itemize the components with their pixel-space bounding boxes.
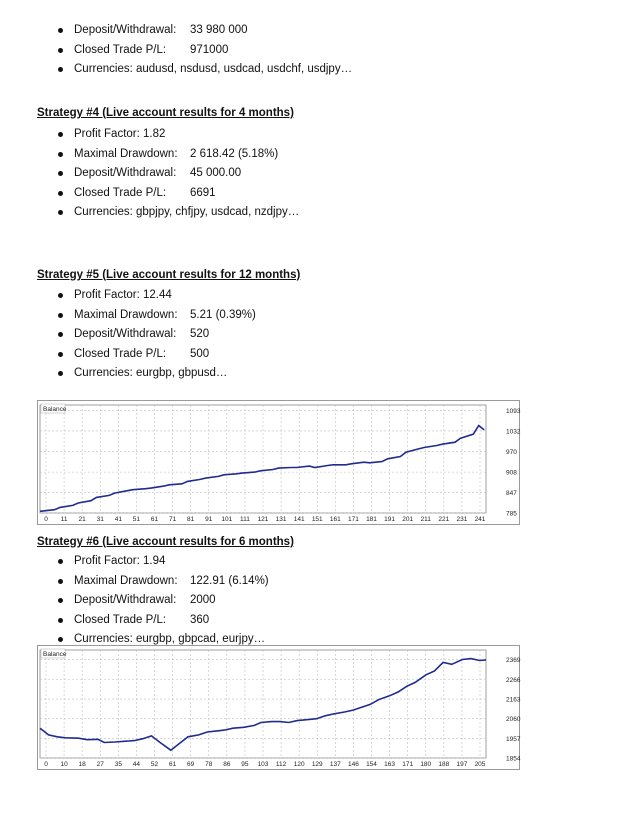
- x-tick-label: 201: [402, 516, 414, 523]
- top-bullet-list: [56, 21, 352, 80]
- item-label: Deposit/Withdrawal:: [74, 24, 177, 36]
- x-tick-label: 71: [168, 516, 177, 523]
- x-tick-label: 131: [275, 516, 287, 523]
- x-tick-label: 146: [347, 761, 359, 768]
- x-tick-label: 171: [402, 761, 414, 768]
- y-tick-label: 2266: [506, 676, 521, 684]
- item-label: Profit Factor: 1.94: [74, 555, 166, 567]
- x-tick-label: 231: [456, 516, 468, 523]
- list-item: [56, 611, 269, 631]
- x-tick-label: 221: [438, 516, 450, 523]
- list-item: [56, 552, 269, 572]
- x-tick-label: 95: [241, 761, 249, 768]
- x-tick-label: 112: [275, 761, 287, 768]
- item-label: Deposit/Withdrawal:: [74, 594, 177, 607]
- item-value: 2000: [190, 594, 216, 607]
- x-tick-label: 180: [420, 761, 432, 768]
- item-label: Closed Trade P/L:: [74, 43, 167, 56]
- strategy-6-heading: Strategy #6 (Live account results for 6 months): [37, 536, 294, 548]
- item-value: 6691: [190, 186, 216, 199]
- item-label: Deposit/Withdrawal:: [74, 328, 177, 341]
- list-item: [56, 345, 256, 365]
- y-tick-label: 908: [506, 469, 517, 477]
- bullet-icon: [58, 332, 63, 337]
- x-tick-label: 52: [150, 761, 159, 768]
- x-tick-label: 205: [474, 761, 486, 768]
- item-value: 5.21 (0.39%): [190, 308, 256, 321]
- y-tick-label: 2369: [506, 657, 521, 665]
- list-item: [56, 572, 269, 592]
- x-tick-label: 27: [96, 761, 104, 768]
- strategy-5-heading: Strategy #5 (Live account results for 12 months): [37, 269, 301, 281]
- item-label: Maximal Drawdown:: [74, 147, 178, 160]
- strategy-4-list: [56, 125, 299, 223]
- item-label: Currencies: eurgbp, gbpusd…: [74, 367, 228, 380]
- x-tick-label: 121: [257, 516, 269, 523]
- x-tick-label: 197: [456, 761, 468, 768]
- list-item: [56, 60, 352, 80]
- item-label: Currencies: audusd, nsdusd, usdcad, usdchf, usdjpy…: [74, 63, 353, 76]
- y-tick-label: 2060: [506, 716, 521, 724]
- list-item: [56, 164, 299, 184]
- x-tick-label: 81: [187, 516, 195, 523]
- x-tick-label: 161: [329, 516, 341, 523]
- list-item: [56, 364, 256, 384]
- x-tick-label: 35: [114, 761, 122, 768]
- x-tick-label: 120: [293, 761, 305, 768]
- x-tick-label: 91: [205, 516, 213, 523]
- chart-title: Balance: [43, 651, 67, 658]
- bullet-icon: [58, 637, 63, 642]
- item-label: Deposit/Withdrawal:: [74, 167, 177, 180]
- bullet-icon: [58, 171, 63, 176]
- item-label: Currencies: gbpjpy, chfjpy, usdcad, nzdjpy…: [74, 206, 300, 219]
- bullet-icon: [58, 371, 63, 376]
- x-tick-label: 31: [96, 516, 104, 523]
- x-tick-label: 111: [239, 516, 250, 523]
- x-tick-label: 241: [474, 516, 486, 523]
- y-tick-label: 970: [506, 449, 517, 457]
- list-item: [56, 591, 269, 611]
- bullet-icon: [58, 559, 63, 564]
- list-item: [56, 286, 256, 306]
- y-tick-label: 1957: [506, 735, 521, 743]
- y-tick-label: 785: [506, 510, 517, 518]
- x-tick-label: 69: [187, 761, 195, 768]
- item-value: 500: [190, 347, 210, 360]
- x-tick-label: 154: [366, 761, 377, 768]
- item-label: Closed Trade P/L:: [74, 613, 167, 626]
- list-item: [56, 203, 299, 223]
- bullet-icon: [58, 67, 63, 72]
- list-item: [56, 306, 256, 326]
- item-label: Closed Trade P/L:: [74, 186, 167, 199]
- list-item: [56, 125, 299, 145]
- item-value: 2 618.42 (5.18%): [190, 147, 279, 160]
- y-tick-label: 1093: [506, 408, 521, 416]
- strategy-4-heading: Strategy #4 (Live account results for 4 months): [37, 107, 294, 119]
- chart-title: Balance: [43, 406, 67, 413]
- x-tick-label: 78: [205, 761, 213, 768]
- balance-chart-strategy-6: [37, 645, 520, 770]
- item-value: 520: [190, 328, 210, 341]
- x-tick-label: 103: [257, 761, 269, 768]
- item-value: 45 000.00: [190, 167, 242, 180]
- y-tick-label: 847: [506, 489, 517, 497]
- strategy-5-list: [56, 286, 256, 384]
- bullet-icon: [58, 48, 63, 53]
- x-tick-label: 141: [293, 516, 305, 523]
- item-value: 971000: [190, 43, 229, 56]
- x-tick-label: 137: [329, 761, 341, 768]
- x-tick-label: 44: [132, 761, 141, 768]
- x-tick-label: 101: [221, 516, 233, 523]
- x-tick-label: 129: [311, 761, 323, 768]
- item-value: 33 980 000: [190, 24, 248, 36]
- bullet-icon: [58, 210, 63, 215]
- bullet-icon: [58, 293, 63, 298]
- bullet-icon: [58, 352, 63, 357]
- x-tick-label: 188: [438, 761, 450, 768]
- x-tick-label: 11: [60, 516, 68, 523]
- x-tick-label: 181: [366, 516, 377, 523]
- item-label: Profit Factor: 12.44: [74, 289, 172, 301]
- strategy-6-list: [56, 552, 269, 650]
- x-tick-label: 51: [132, 516, 141, 523]
- y-tick-label: 1854: [506, 755, 521, 763]
- list-item: [56, 41, 352, 61]
- item-value: 122.91 (6.14%): [190, 574, 269, 587]
- x-tick-label: 86: [223, 761, 231, 768]
- balance-chart-strategy-5: [37, 400, 520, 525]
- list-item: [56, 325, 256, 345]
- balance-chart-svg: [38, 646, 519, 769]
- item-label: Maximal Drawdown:: [74, 308, 178, 321]
- x-tick-label: 41: [114, 516, 122, 523]
- item-label: Maximal Drawdown:: [74, 574, 178, 587]
- chart-title-box: [41, 649, 67, 658]
- bullet-icon: [58, 28, 63, 33]
- x-tick-label: 171: [347, 516, 359, 523]
- item-label: Currencies: eurgbp, gbpcad, eurjpy…: [74, 633, 266, 646]
- bullet-icon: [58, 313, 63, 318]
- x-tick-label: 0: [44, 761, 48, 768]
- x-tick-label: 211: [420, 516, 431, 523]
- bullet-icon: [58, 579, 63, 584]
- bullet-icon: [58, 598, 63, 603]
- x-tick-label: 61: [150, 516, 159, 523]
- list-item: [56, 184, 299, 204]
- x-tick-label: 151: [311, 516, 323, 523]
- bullet-icon: [58, 132, 63, 137]
- x-tick-label: 10: [60, 761, 68, 768]
- x-tick-label: 21: [78, 516, 86, 523]
- y-tick-label: 1032: [506, 428, 521, 436]
- x-tick-label: 191: [384, 516, 396, 523]
- bullet-icon: [58, 618, 63, 623]
- item-label: Profit Factor: 1.82: [74, 128, 166, 140]
- bullet-icon: [58, 152, 63, 157]
- y-tick-label: 2163: [506, 696, 521, 704]
- bullet-icon: [58, 191, 63, 196]
- x-tick-label: 0: [44, 516, 48, 523]
- list-item: [56, 145, 299, 165]
- balance-chart-svg: [38, 401, 519, 524]
- x-tick-label: 18: [78, 761, 86, 768]
- list-item: [56, 21, 352, 41]
- chart-title-box: [41, 404, 67, 413]
- x-tick-label: 61: [168, 761, 177, 768]
- item-label: Closed Trade P/L:: [74, 347, 167, 360]
- x-tick-label: 163: [384, 761, 396, 768]
- item-value: 360: [190, 613, 210, 626]
